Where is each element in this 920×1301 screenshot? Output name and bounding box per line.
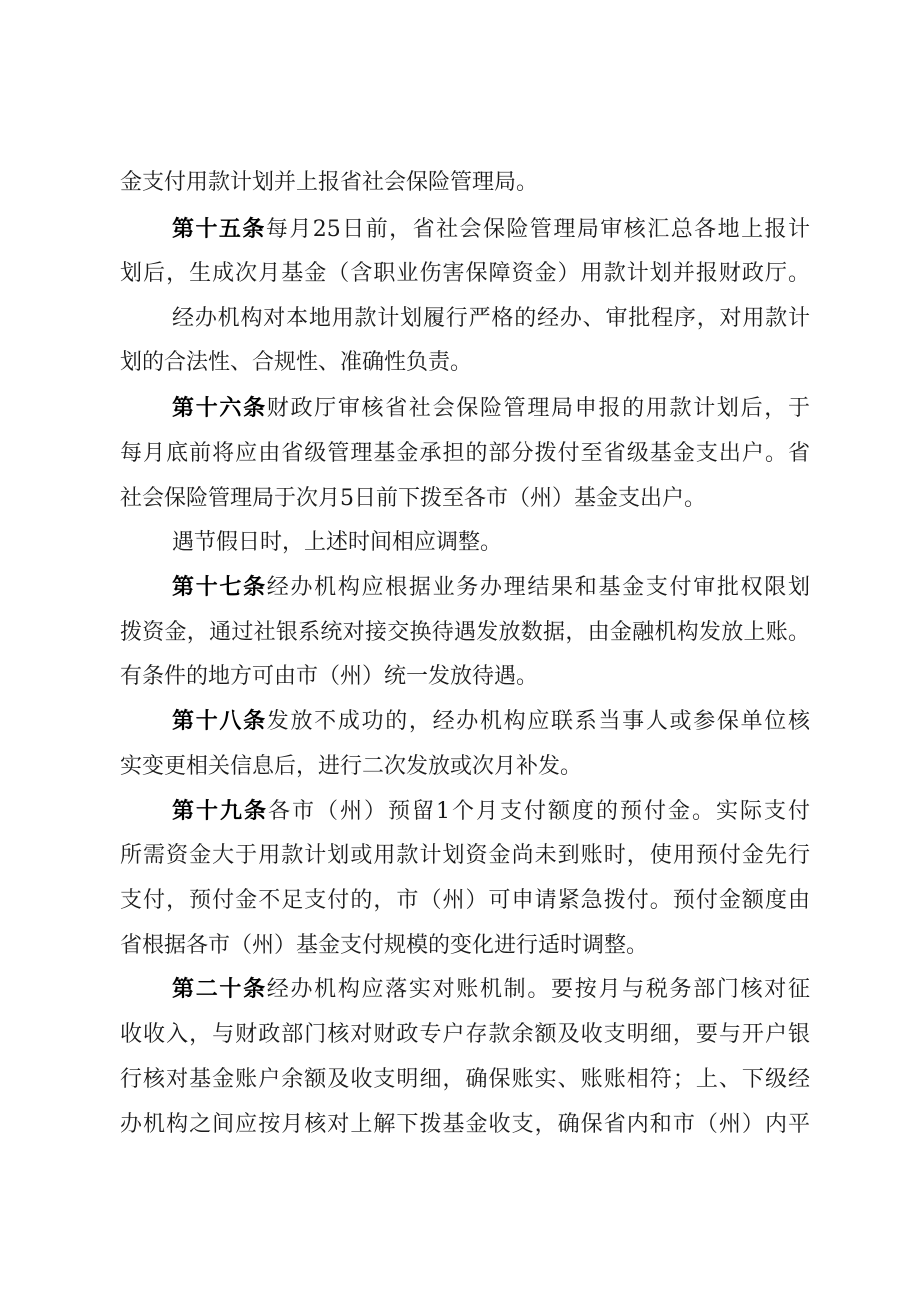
text-line: 有条件的地方可由市（州）统一发放待遇。	[120, 664, 539, 689]
article-heading: 第十六条	[172, 396, 267, 421]
text-line: 第十六条财政厅审核省社会保险管理局申报的用款计划后，于	[172, 396, 810, 421]
text-line: 遇节假日时，上述时间相应调整。	[172, 530, 503, 555]
text-line: 经办机构对本地用款计划履行严格的经办、审批程序，对用款计	[172, 306, 810, 331]
text-line: 第十八条发放不成功的，经办机构应联系当事人或参保单位核	[172, 709, 810, 734]
text-line: 收收入，与财政部门核对财政专户存款余额及收支明细，要与开户银	[120, 1022, 810, 1047]
text-line: 所需资金大于用款计划或用款计划资金尚未到账时，使用预付金先行	[120, 843, 810, 868]
text-line: 第十九条各市（州）预留1个月支付额度的预付金。实际支付	[172, 799, 810, 824]
article-heading: 第十八条	[172, 709, 267, 734]
text-line: 省根据各市（州）基金支付规模的变化进行适时调整。	[120, 933, 649, 958]
text-line: 第二十条经办机构应落实对账机制。要按月与税务部门核对征	[172, 977, 810, 1002]
text-line: 划后，生成次月基金（含职业伤害保障资金）用款计划并报财政厅。	[120, 261, 810, 286]
article-heading: 第二十条	[172, 977, 267, 1002]
text-line: 社会保险管理局于次月5日前下拨至各市（州）基金支出户。	[120, 486, 706, 511]
text-line: 每月底前将应由省级管理基金承担的部分拨付至省级基金支出户。省	[120, 441, 810, 466]
text-line: 划的合法性、合规性、准确性负责。	[120, 350, 473, 375]
text-line: 行核对基金账户余额及收支明细，确保账实、账账相符；上、下级经	[120, 1067, 810, 1092]
text-line: 第十七条经办机构应根据业务办理结果和基金支付审批权限划	[172, 575, 810, 600]
text-line: 金支付用款计划并上报省社会保险管理局。	[120, 170, 539, 195]
text-line: 支付，预付金不足支付的，市（州）可申请紧急拨付。预付金额度由	[120, 888, 810, 913]
text-line: 拨资金，通过社银系统对接交换待遇发放数据，由金融机构发放上账。	[120, 620, 810, 645]
article-heading: 第十七条	[172, 575, 267, 600]
text-line: 实变更相关信息后，进行二次发放或次月补发。	[120, 754, 583, 779]
text-line: 办机构之间应按月核对上解下拨基金收支，确保省内和市（州）内平	[120, 1112, 810, 1137]
article-heading: 第十九条	[172, 799, 268, 824]
article-heading: 第十五条	[172, 217, 266, 242]
text-line: 第十五条每月25日前，省社会保险管理局审核汇总各地上报计	[172, 217, 810, 242]
